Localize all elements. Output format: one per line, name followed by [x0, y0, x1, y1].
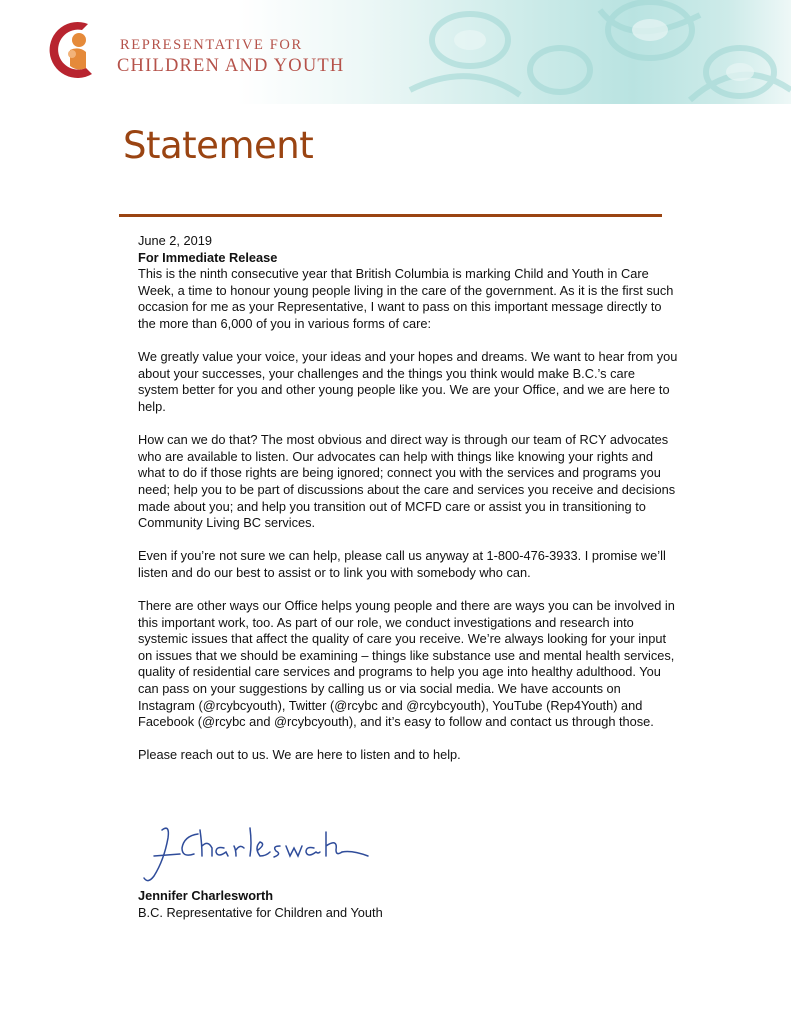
- document-title: Statement: [123, 124, 314, 167]
- title-divider: [119, 214, 662, 217]
- signer-name: Jennifer Charlesworth: [138, 888, 274, 903]
- paragraph: There are other ways our Office helps young people and there are ways you can be involved in this important work, too. As part of our role, we conduct investigations and research into systemic issues that affect the quality of care you receive. We’re always looking for your input on issues that we should be examining – things like substance use and mental health services, quality of residential care services and programs to help you age into healthy adulthood. You can pass on your suggestions by calling us or via social media. We have accounts on Instagram (@rcybcyouth), Twitter (@rcybc and @rcybcyouth), YouTube (Rep4Youth) and Facebook (@rcybc and @rcybcyouth), and it’s easy to follow and contact us through those.: [138, 598, 675, 730]
- paragraph: Even if you’re not sure we can help, please call us anyway at 1-800-476-3933. I promise we’ll listen and do our best to assist or to link you with somebody who can.: [138, 548, 666, 580]
- paragraph: Please reach out to us. We are here to listen and to help.: [138, 747, 461, 763]
- coastal-art-pattern: [0, 0, 791, 104]
- handwritten-signature: [140, 820, 370, 890]
- paragraph: This is the ninth consecutive year that British Columbia is marking Child and Youth in Care Week, a time to honour young people living in the care of the government. As it is the first such occasion for me as your Representative, I want to pass on this important message directly to the more than 6,000 of you in various forms of care:: [138, 266, 674, 331]
- letterhead-banner: [0, 0, 791, 104]
- signer-title: B.C. Representative for Children and Youth: [138, 905, 383, 920]
- paragraph: How can we do that? The most obvious and direct way is through our team of RCY advocates who are available to listen. Our advocates can help with things like knowing your rights and what to do if those rights are being ignored; connect you with the services and programs you need; help you to be part of discussions about the care and services you receive and decisions made about you; and help you transition out of MCFD care or assist you in transitioning to Community Living BC services.: [138, 432, 676, 531]
- rcy-logo-icon: [42, 16, 106, 84]
- release-label: For Immediate Release: [138, 249, 278, 265]
- paragraph: We greatly value your voice, your ideas and your hopes and dreams. We want to hear from you about your successes, your challenges and the things you think would make B.C.’s care system better for you and other young people like you. We are your Office, and we are here to help.: [138, 349, 678, 414]
- statement-body: [138, 233, 678, 781]
- release-date: June 2, 2019: [138, 233, 213, 248]
- org-name-line1: REPRESENTATIVE FOR: [120, 37, 303, 53]
- org-name-line2: CHILDREN AND YOUTH: [117, 56, 345, 76]
